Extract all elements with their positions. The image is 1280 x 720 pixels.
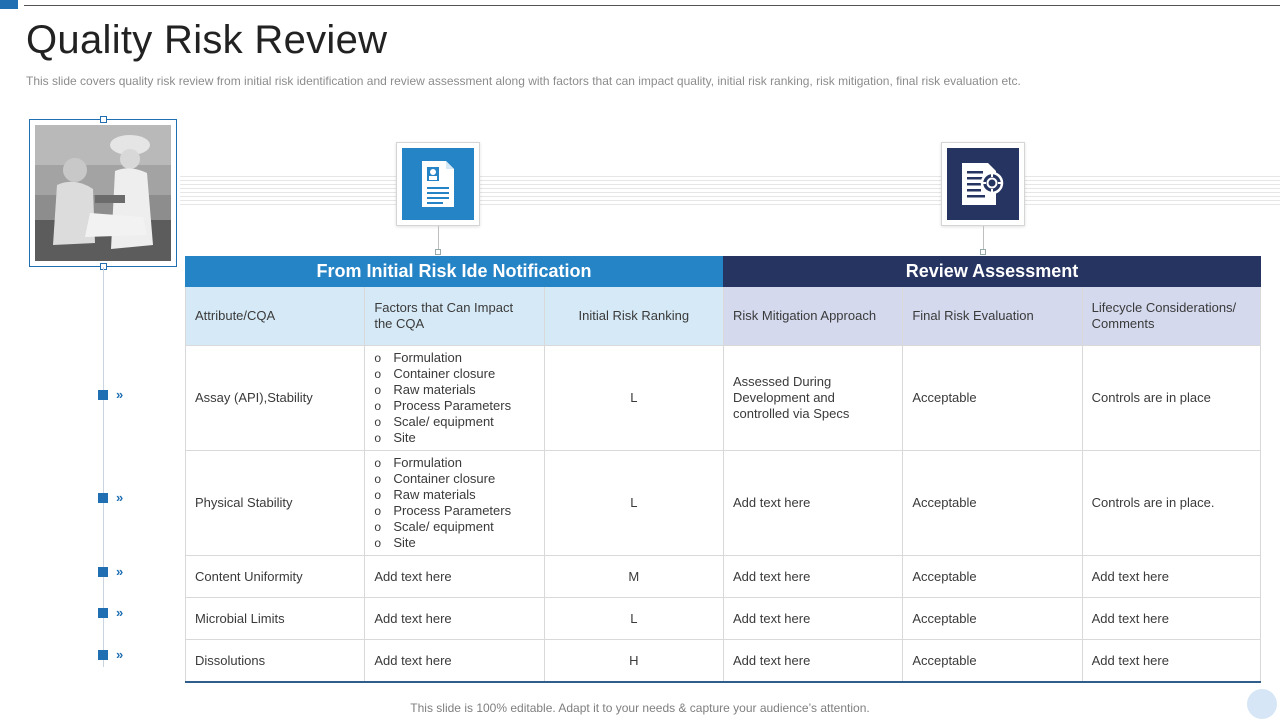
timeline-marker bbox=[98, 605, 122, 620]
col-header-mitigation: Risk Mitigation Approach bbox=[723, 287, 902, 345]
factor-item: o Formulation bbox=[374, 455, 511, 471]
cell-factors: Add text here bbox=[364, 640, 543, 681]
cell-evaluation: Acceptable bbox=[902, 598, 1081, 639]
risk-review-table bbox=[185, 256, 1261, 683]
document-search-gear-icon bbox=[947, 148, 1019, 220]
icon-box-right bbox=[941, 142, 1025, 226]
resize-handle-top[interactable] bbox=[100, 116, 107, 123]
cell-evaluation: Acceptable bbox=[902, 640, 1081, 681]
col-header-initial-ranking: Initial Risk Ranking bbox=[544, 287, 723, 345]
table-bottom-rule bbox=[185, 681, 1261, 683]
factor-item: o Container closure bbox=[374, 366, 511, 382]
group-header-row bbox=[185, 256, 1261, 287]
cell-attribute: Assay (API),Stability bbox=[185, 346, 364, 450]
group-header-review-assessment: Review Assessment bbox=[723, 256, 1261, 287]
dentist-photo bbox=[35, 125, 171, 261]
table-row bbox=[185, 346, 1261, 451]
factor-item: o Scale/ equipment bbox=[374, 414, 511, 430]
floating-circle-button[interactable] bbox=[1247, 689, 1277, 719]
cell-comments: Add text here bbox=[1082, 640, 1261, 681]
cell-attribute: Physical Stability bbox=[185, 451, 364, 555]
slide-title: Quality Risk Review bbox=[26, 18, 388, 62]
chevron-double-right-icon: » bbox=[116, 387, 123, 402]
cell-comments: Add text here bbox=[1082, 598, 1261, 639]
cell-attribute: Microbial Limits bbox=[185, 598, 364, 639]
col-header-final-evaluation: Final Risk Evaluation bbox=[902, 287, 1081, 345]
factor-item: o Site bbox=[374, 535, 511, 551]
cell-factors bbox=[364, 451, 543, 555]
factor-item: o Process Parameters bbox=[374, 398, 511, 414]
col-header-attribute: Attribute/CQA bbox=[185, 287, 364, 345]
cell-mitigation: Add text here bbox=[723, 598, 902, 639]
column-header-row bbox=[185, 287, 1261, 346]
factor-item: o Process Parameters bbox=[374, 503, 511, 519]
factor-item: o Raw materials bbox=[374, 382, 511, 398]
cell-mitigation: Add text here bbox=[723, 556, 902, 597]
cell-attribute: Content Uniformity bbox=[185, 556, 364, 597]
icon-box-left bbox=[396, 142, 480, 226]
cell-ranking: M bbox=[544, 556, 723, 597]
cell-mitigation: Assessed During Development and controlled via Specs bbox=[723, 346, 902, 450]
cell-attribute: Dissolutions bbox=[185, 640, 364, 681]
cell-mitigation: Add text here bbox=[723, 640, 902, 681]
cell-ranking: L bbox=[544, 451, 723, 555]
table-row bbox=[185, 556, 1261, 598]
timeline-marker bbox=[98, 564, 122, 579]
factor-item: o Scale/ equipment bbox=[374, 519, 511, 535]
cell-factors: Add text here bbox=[364, 556, 543, 597]
cell-ranking: H bbox=[544, 640, 723, 681]
cell-evaluation: Acceptable bbox=[902, 451, 1081, 555]
timeline-marker bbox=[98, 647, 122, 662]
cell-factors bbox=[364, 346, 543, 450]
timeline-marker bbox=[98, 490, 122, 505]
cell-mitigation: Add text here bbox=[723, 451, 902, 555]
factor-item: o Container closure bbox=[374, 471, 511, 487]
col-header-factors: Factors that Can Impact the CQA bbox=[364, 287, 543, 345]
cell-comments: Controls are in place. bbox=[1082, 451, 1261, 555]
factor-item: o Site bbox=[374, 430, 511, 446]
factor-item: o Formulation bbox=[374, 350, 511, 366]
chevron-double-right-icon: » bbox=[116, 490, 123, 505]
cell-evaluation: Acceptable bbox=[902, 346, 1081, 450]
group-header-initial-risk: From Initial Risk Ide Notification bbox=[185, 256, 723, 287]
cell-factors: Add text here bbox=[364, 598, 543, 639]
cell-ranking: L bbox=[544, 598, 723, 639]
table-row bbox=[185, 598, 1261, 640]
document-profile-icon bbox=[402, 148, 474, 220]
chevron-double-right-icon: » bbox=[116, 564, 123, 579]
cell-comments: Controls are in place bbox=[1082, 346, 1261, 450]
chevron-double-right-icon: » bbox=[116, 605, 123, 620]
chevron-double-right-icon: » bbox=[116, 647, 123, 662]
connector-dot-right bbox=[980, 249, 986, 255]
cell-ranking: L bbox=[544, 346, 723, 450]
connector-dot-left bbox=[435, 249, 441, 255]
cell-comments: Add text here bbox=[1082, 556, 1261, 597]
factor-item: o Raw materials bbox=[374, 487, 511, 503]
slide-subtitle: This slide covers quality risk review from initial risk identification and review assessment along with factors that can impact quality, initial risk ranking, risk mitigation, final risk evaluation etc. bbox=[26, 74, 1021, 88]
table-row bbox=[185, 451, 1261, 556]
corner-accent bbox=[0, 0, 18, 9]
photo-frame[interactable] bbox=[29, 119, 177, 267]
table-row bbox=[185, 640, 1261, 681]
footer-note: This slide is 100% editable. Adapt it to your needs & capture your audience’s attention. bbox=[410, 701, 870, 715]
cell-evaluation: Acceptable bbox=[902, 556, 1081, 597]
col-header-comments: Lifecycle Considerations/ Comments bbox=[1082, 287, 1261, 345]
timeline-marker bbox=[98, 387, 122, 402]
top-rule bbox=[24, 5, 1280, 6]
